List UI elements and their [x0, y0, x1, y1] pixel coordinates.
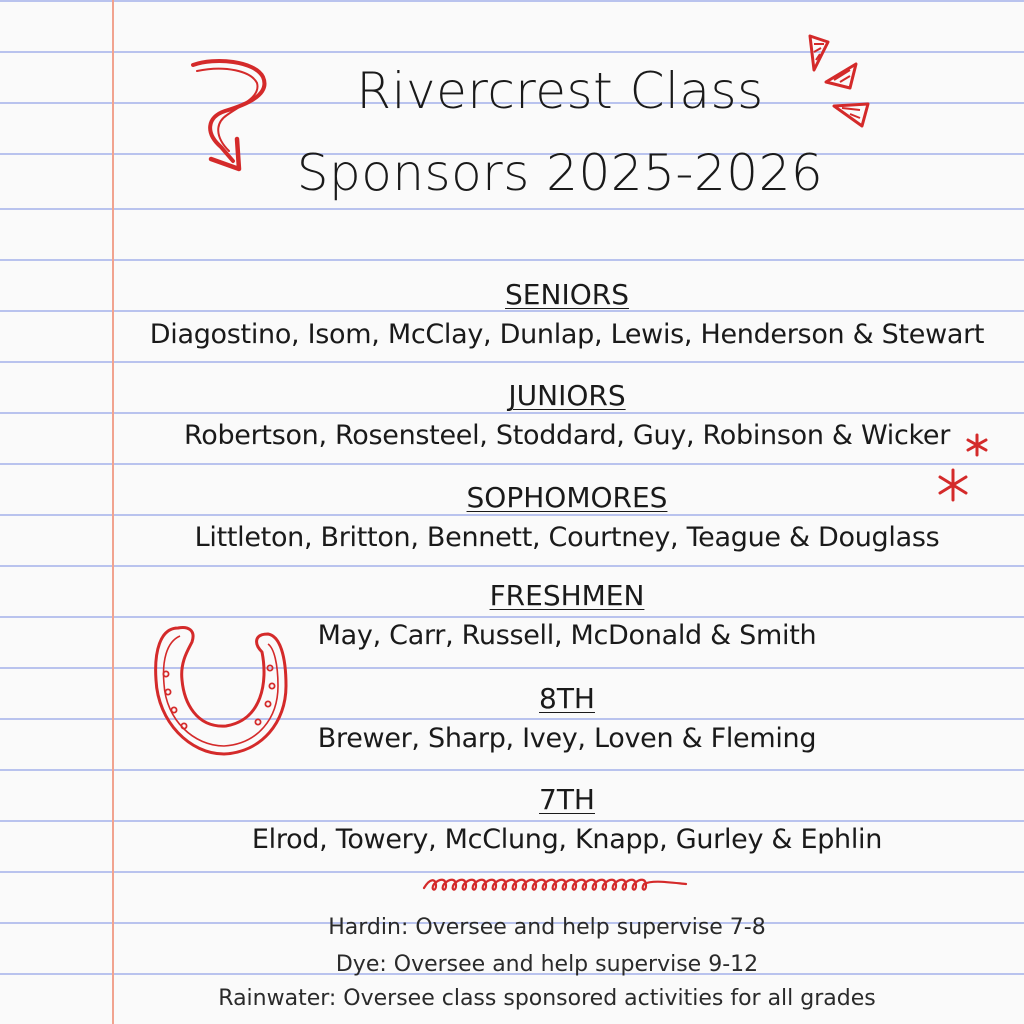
group-heading: 7TH — [539, 783, 595, 816]
group-heading: SENIORS — [505, 278, 629, 311]
note-dye: Dye: Oversee and help supervise 9-12 — [335, 952, 759, 977]
group-7th — [130, 783, 1004, 855]
page-title-line-2: Sponsors 2025-2026 — [296, 144, 824, 202]
group-sponsors: Robertson, Rosensteel, Stoddard, Guy, Robinson & Wicker — [183, 420, 950, 451]
group-heading: JUNIORS — [508, 379, 626, 412]
margin-line — [112, 0, 114, 1024]
squiggle-divider-icon — [420, 874, 690, 898]
group-juniors — [130, 379, 1004, 451]
group-sponsors: Elrod, Towery, McClung, Knapp, Gurley & Ephlin — [251, 824, 883, 855]
group-heading: FRESHMEN — [489, 579, 645, 612]
note-rainwater: Rainwater: Oversee class sponsored activities for all grades — [218, 986, 876, 1011]
page-title-line-1: Rivercrest Class — [356, 62, 764, 120]
group-heading: 8TH — [539, 682, 595, 715]
group-sponsors: Littleton, Britton, Bennett, Courtney, Teague & Douglass — [194, 522, 940, 553]
group-seniors — [130, 278, 1004, 350]
group-8th — [130, 682, 1004, 754]
group-freshmen — [130, 579, 1004, 651]
group-sponsors: Brewer, Sharp, Ivey, Loven & Fleming — [317, 723, 817, 754]
group-heading: SOPHOMORES — [466, 481, 668, 514]
group-sponsors: Diagostino, Isom, McClay, Dunlap, Lewis, Henderson & Stewart — [149, 319, 985, 350]
note-hardin: Hardin: Oversee and help supervise 7-8 — [328, 915, 766, 940]
group-sophomores — [130, 481, 1004, 553]
group-sponsors: May, Carr, Russell, McDonald & Smith — [317, 620, 817, 651]
